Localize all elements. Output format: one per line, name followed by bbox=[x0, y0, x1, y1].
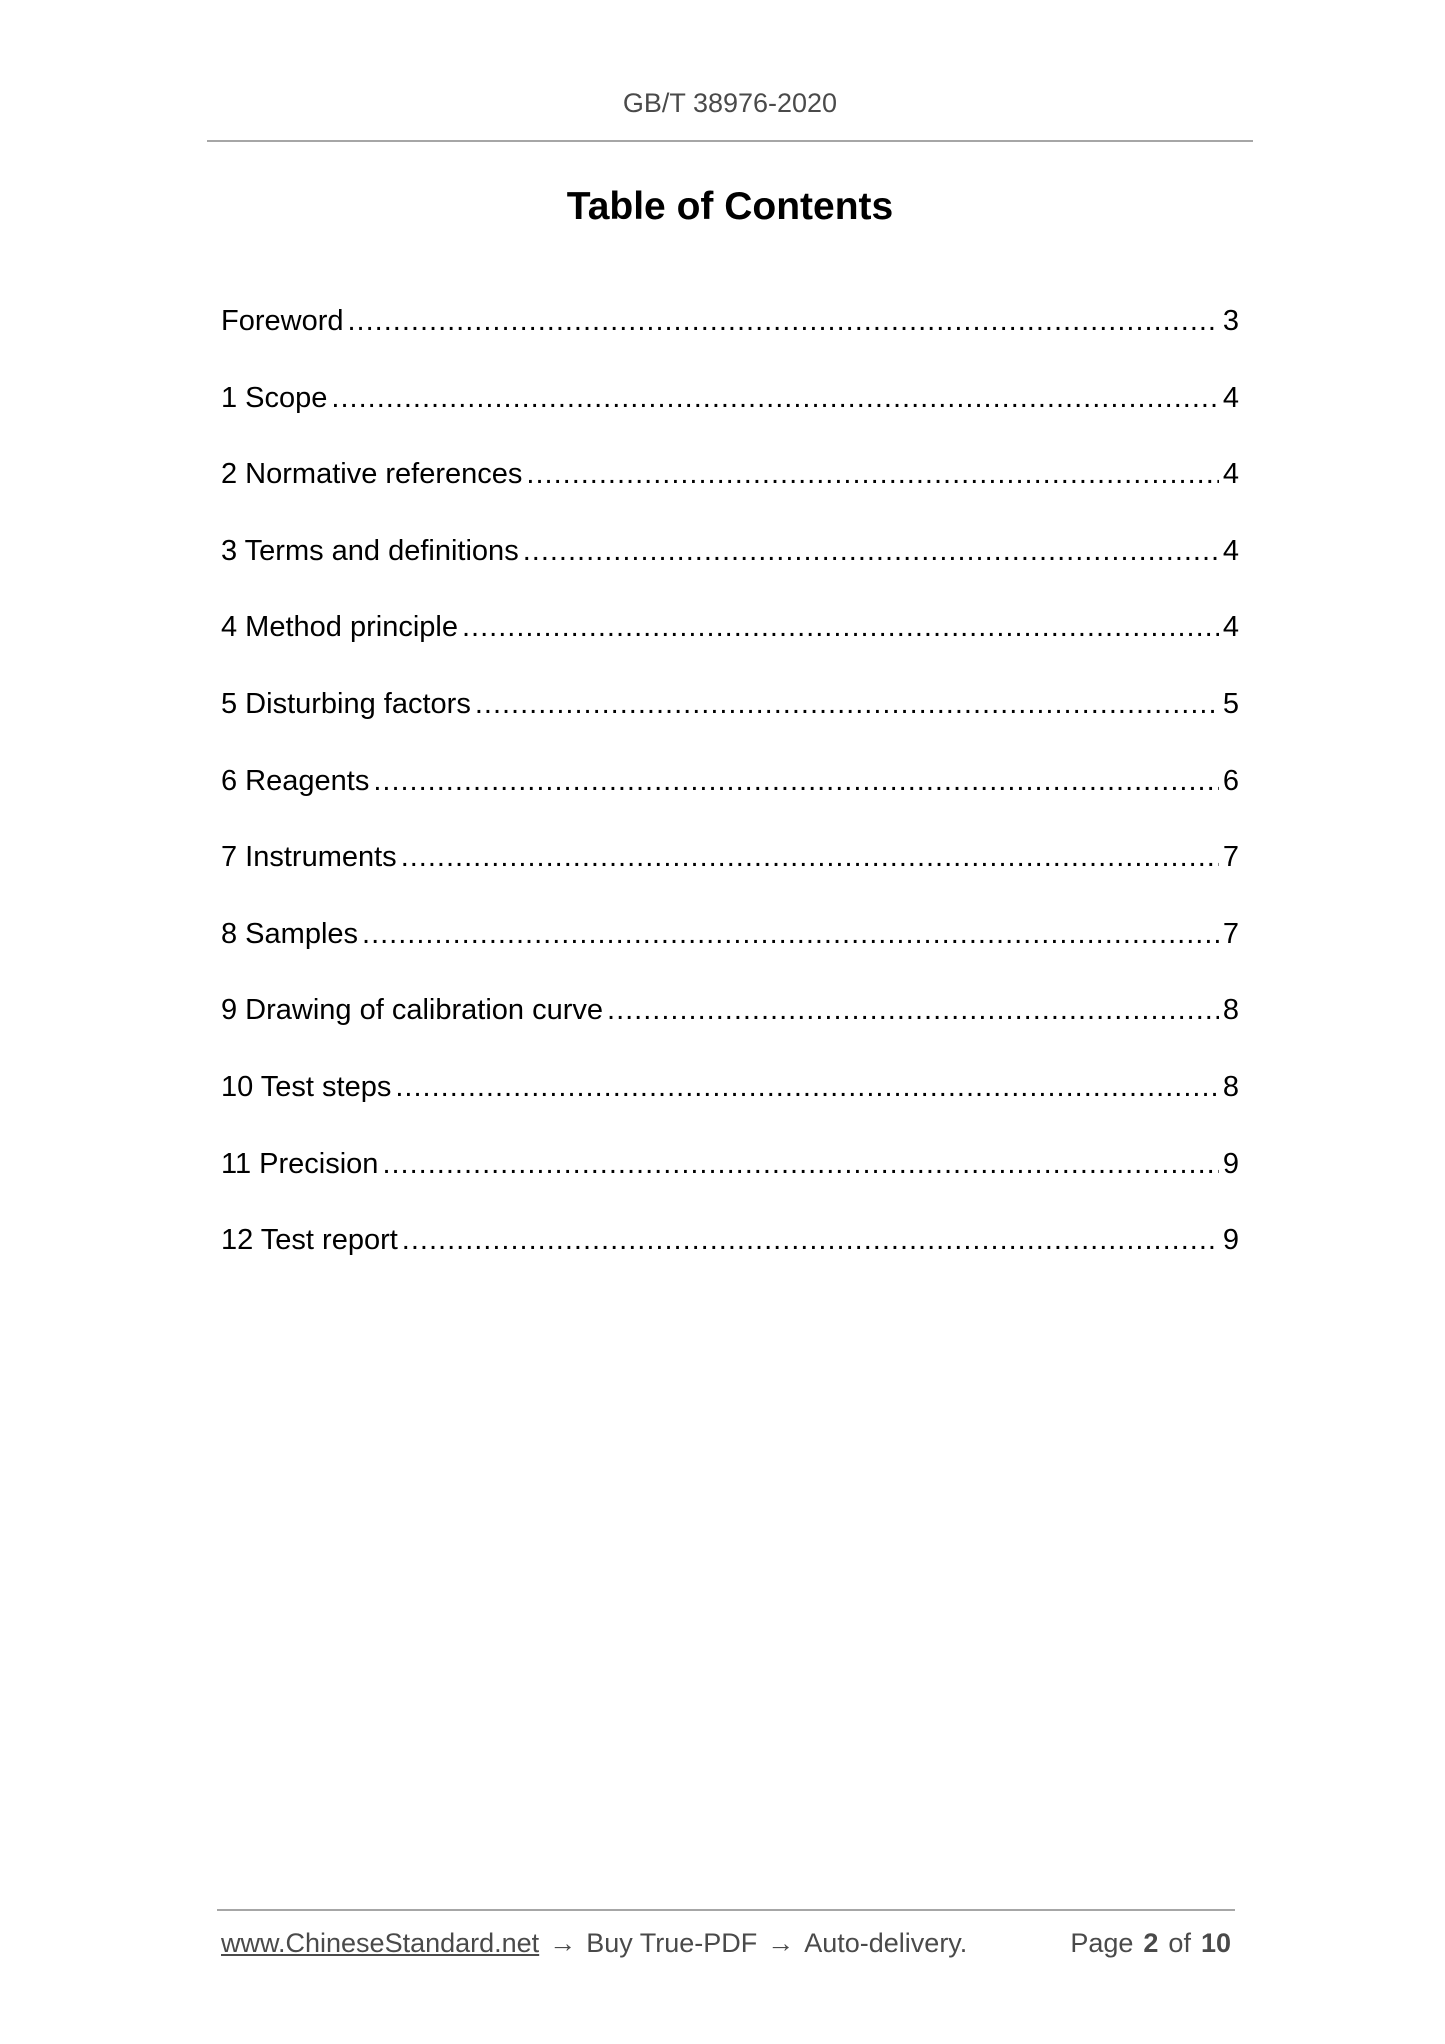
toc-entry-label: 7 Instruments bbox=[221, 841, 397, 874]
toc-entry-method-principle[interactable] bbox=[221, 611, 1239, 688]
footer-divider bbox=[217, 1909, 1235, 1911]
toc-entry-page: 4 bbox=[1222, 611, 1239, 644]
dot-leader bbox=[462, 611, 1219, 644]
page-footer bbox=[221, 1928, 1235, 1959]
toc-entry-label: 12 Test report bbox=[221, 1224, 398, 1257]
toc-entry-calibration-curve[interactable] bbox=[221, 994, 1239, 1071]
toc-entry-label: Foreword bbox=[221, 305, 344, 337]
toc-entry-reagents[interactable] bbox=[221, 765, 1239, 842]
page-title: Table of Contents bbox=[566, 185, 894, 228]
toc-entry-label: 1 Scope bbox=[221, 381, 328, 414]
header-divider bbox=[207, 140, 1253, 142]
toc-entry-foreword[interactable] bbox=[221, 305, 1239, 382]
of-word: of bbox=[1168, 1928, 1191, 1958]
toc-entry-test-steps[interactable] bbox=[221, 1071, 1239, 1148]
toc-entry-instruments[interactable] bbox=[221, 841, 1239, 918]
dot-leader bbox=[401, 841, 1219, 874]
toc-entry-page: 3 bbox=[1222, 305, 1239, 337]
page-number bbox=[1070, 1928, 1231, 1959]
dot-leader bbox=[348, 305, 1219, 338]
dot-leader bbox=[523, 535, 1219, 568]
toc-entry-precision[interactable] bbox=[221, 1148, 1239, 1225]
toc-entry-page: 7 bbox=[1222, 841, 1239, 874]
toc-entry-label: 4 Method principle bbox=[221, 611, 458, 644]
toc-entry-page: 8 bbox=[1222, 1070, 1239, 1103]
toc-entry-label: 2 Normative references bbox=[221, 458, 523, 491]
arrow-right-icon: → bbox=[549, 1928, 577, 1958]
toc-entry-page: 6 bbox=[1222, 764, 1239, 797]
toc-entry-page: 4 bbox=[1222, 534, 1239, 567]
total-pages: 10 bbox=[1200, 1928, 1231, 1958]
toc-entry-label: 10 Test steps bbox=[221, 1070, 392, 1103]
toc-entry-label: 6 Reagents bbox=[221, 764, 370, 797]
table-of-contents bbox=[221, 305, 1239, 1301]
dot-leader bbox=[373, 765, 1219, 798]
toc-entry-label: 11 Precision bbox=[221, 1147, 379, 1180]
toc-entry-page: 9 bbox=[1222, 1147, 1239, 1180]
dot-leader bbox=[382, 1148, 1218, 1181]
toc-entry-page: 4 bbox=[1222, 458, 1239, 491]
dot-leader bbox=[362, 918, 1219, 951]
toc-entry-page: 4 bbox=[1222, 381, 1239, 414]
arrow-right-icon: → bbox=[767, 1928, 795, 1958]
toc-entry-page: 8 bbox=[1222, 994, 1239, 1027]
dot-leader bbox=[526, 458, 1218, 491]
toc-entry-label: 8 Samples bbox=[221, 917, 359, 950]
toc-entry-page: 7 bbox=[1222, 917, 1239, 950]
toc-entry-scope[interactable] bbox=[221, 382, 1239, 459]
dot-leader bbox=[475, 688, 1219, 721]
header-doc-code: GB/T 38976-2020 bbox=[622, 88, 838, 118]
toc-entry-test-report[interactable] bbox=[221, 1224, 1239, 1301]
website-link[interactable]: www.ChineseStandard.net bbox=[221, 1928, 540, 1958]
toc-entry-normative-references[interactable] bbox=[221, 458, 1239, 535]
footer-step-buy: Buy True-PDF bbox=[586, 1928, 758, 1958]
toc-entry-label: 3 Terms and definitions bbox=[221, 534, 519, 567]
dot-leader bbox=[607, 994, 1219, 1027]
current-page: 2 bbox=[1143, 1928, 1159, 1958]
dot-leader bbox=[402, 1224, 1219, 1257]
toc-entry-label: 5 Disturbing factors bbox=[221, 687, 471, 720]
dot-leader bbox=[395, 1071, 1219, 1104]
dot-leader bbox=[331, 382, 1218, 415]
toc-entry-terms-and-definitions[interactable] bbox=[221, 535, 1239, 612]
page-word: Page bbox=[1070, 1928, 1134, 1958]
toc-entry-disturbing-factors[interactable] bbox=[221, 688, 1239, 765]
footer-step-delivery: Auto-delivery. bbox=[804, 1928, 968, 1958]
toc-entry-page: 9 bbox=[1222, 1224, 1239, 1257]
toc-entry-samples[interactable] bbox=[221, 918, 1239, 995]
toc-entry-page: 5 bbox=[1222, 687, 1239, 720]
toc-entry-label: 9 Drawing of calibration curve bbox=[221, 994, 604, 1027]
